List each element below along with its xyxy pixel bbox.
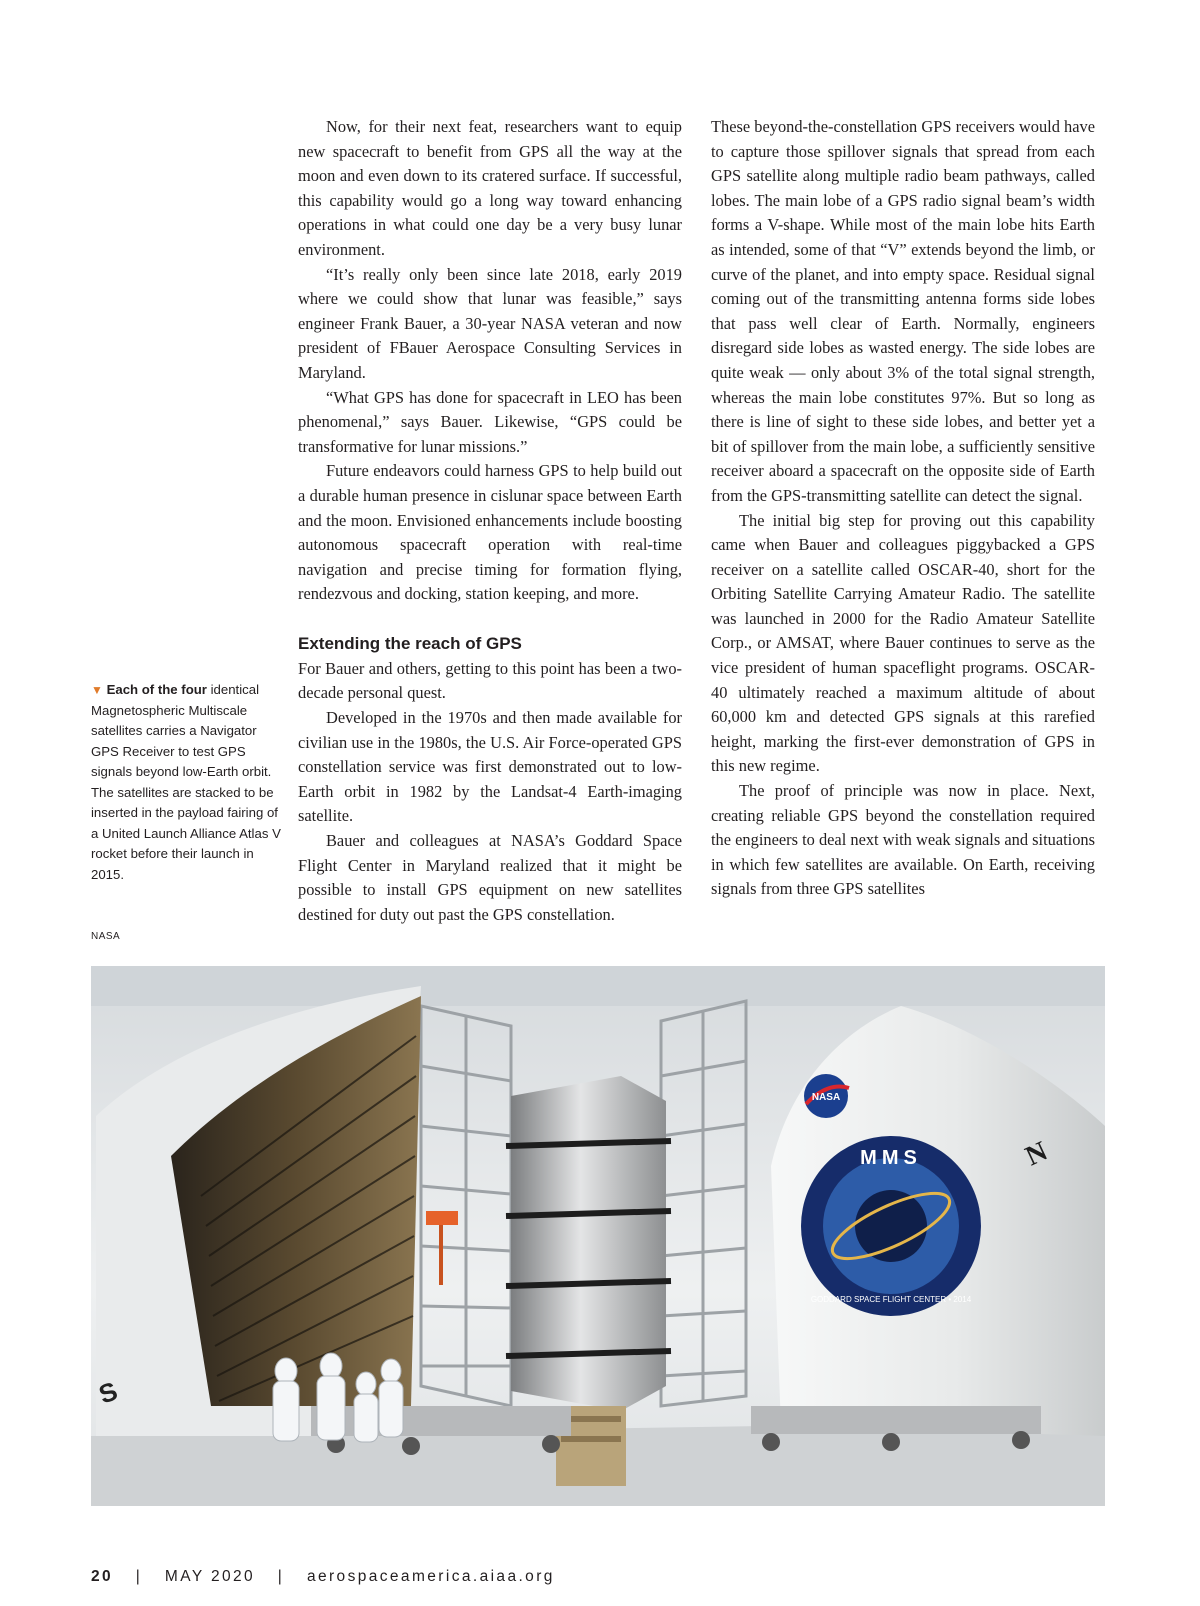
mms-mission-patch xyxy=(801,1136,981,1316)
paragraph: Future endeavors could harness GPS to help build out a durable human presence in cislunar space between Earth and the moon. Envisioned enhancements include boosting autonomous spacecraft operation with real-time navigation and precise timing for formation flying, rendezvous and docking, station keeping, and more. xyxy=(298,461,682,604)
paragraph: Now, for their next feat, researchers want to equip new spacecraft to benefit from GPS all the way at the moon and even down to its cratered surface. If successful, this capability would go a long way toward enhancing operations in what could one day be a very busy lunar environment. xyxy=(298,117,682,259)
technicians xyxy=(273,1353,403,1442)
transport-cart-right xyxy=(751,1406,1041,1434)
footer-separator: | xyxy=(277,1568,285,1585)
page-footer xyxy=(91,1568,555,1586)
fairing-left-letter: S xyxy=(94,1375,122,1410)
orange-lift xyxy=(426,1211,458,1225)
paragraph: The proof of principle was now in place. Next, creating reliable GPS beyond the constellation required the engineers to deal next with weak signals and situations in which few satellites are available. On Earth, receiving signals from three GPS satellites xyxy=(711,781,1095,899)
article-column-middle xyxy=(298,115,682,927)
orange-lift-mast xyxy=(439,1225,443,1285)
website-link[interactable]: aerospaceamerica.aiaa.org xyxy=(306,1568,555,1585)
mms-satellites-photo xyxy=(91,966,1105,1506)
caption-triangle-icon: ▼ xyxy=(91,683,103,697)
mission-patch-ring-text: GODDARD SPACE FLIGHT CENTER • 2014 xyxy=(810,1295,972,1304)
paragraph: Developed in the 1970s and then made available for civilian use in the 1980s, the U.S. Air Force-operated GPS constellation service was first demonstrated out to low-Earth orbit in 1982 by the Landsat-4 Earth-imaging satellite. xyxy=(298,708,682,826)
caption-lead: Each of the four xyxy=(106,682,207,697)
transport-cart-left xyxy=(311,1406,571,1436)
ceiling-light xyxy=(91,966,1105,1006)
paragraph: The initial big step for proving out this capability came when Bauer and colleagues piggybacked a GPS receiver on a satellite called OSCAR-40, short for the Orbiting Satellite Carrying Amateur Radio. The satellite was launched in 2000 for the Radio Amateur Satellite Corp., or AMSAT, where Bauer continues to serve as the vice president of human spaceflight programs. OSCAR-40 ultimately reached a maximum altitude of about 60,000 km and detected GPS signals at this rarefied height, marking the first-ever demonstration of GPS in this new regime. xyxy=(711,510,1095,776)
mission-patch-title: MMS xyxy=(860,1147,922,1169)
issue-date: MAY 2020 xyxy=(164,1568,256,1585)
paragraph: “It’s really only been since late 2018, early 2019 where we could show that lunar was feasible,” says engineer Frank Bauer, a 30-year NASA veteran and now president of FBauer Aerospace Consulting Services in Maryland. xyxy=(298,264,682,382)
caption-text: identical Magnetospheric Multiscale satellites carries a Navigator GPS Receiver to test GPS signals beyond low-Earth orbit. The satellites are stacked to be inserted in the payload fairing of a United Launch Alliance Atlas V rocket before their launch in 2015. xyxy=(91,682,281,882)
footer-separator: | xyxy=(135,1568,143,1585)
photo-credit: NASA xyxy=(91,931,121,942)
photo-caption xyxy=(91,680,281,885)
fairing-right-letter: N xyxy=(1020,1135,1053,1173)
photo-illustration xyxy=(91,966,1105,1506)
article-column-right xyxy=(711,115,1095,902)
paragraph: Bauer and colleagues at NASA’s Goddard Space Flight Center in Maryland realized that it might be possible to install GPS equipment on new satellites destined for duty out past the GPS constellation. xyxy=(298,831,682,924)
paragraph: These beyond-the-constellation GPS receivers would have to capture those spillover signals that spread from each GPS satellite along multiple radio beam pathways, called lobes. The main lobe of a GPS radio signal beam’s width forms a V-shape. While most of the main lobe hits Earth as intended, some of that “V” extends beyond the limb, or curve of the planet, and into empty space. Residual signal coming out of the transmitting antenna forms side lobes that pass well clear of Earth. Normally, engineers disregard side lobes as wasted energy. The side lobes are quite weak — only about 3% of the total signal strength, whereas the main lobe constitutes 97%. But so long as there is line of sight to these side lobes, and better yet a bit of spillover from the main lobe, a sufficiently sensitive receiver aboard a spacecraft on the opposite side of Earth from the GPS-transmitting satellite can detect the signal. xyxy=(711,117,1095,505)
paragraph: “What GPS has done for spacecraft in LEO has been phenomenal,” says Bauer. Likewise, “GPS could be transformative for lunar missions.” xyxy=(298,387,682,456)
paragraph: For Bauer and others, getting to this point has been a two-decade personal quest. xyxy=(298,658,682,703)
section-subhead: Extending the reach of GPS xyxy=(298,633,522,653)
nasa-logo-text: NASA xyxy=(811,1092,841,1103)
page-number: 20 xyxy=(91,1568,114,1585)
